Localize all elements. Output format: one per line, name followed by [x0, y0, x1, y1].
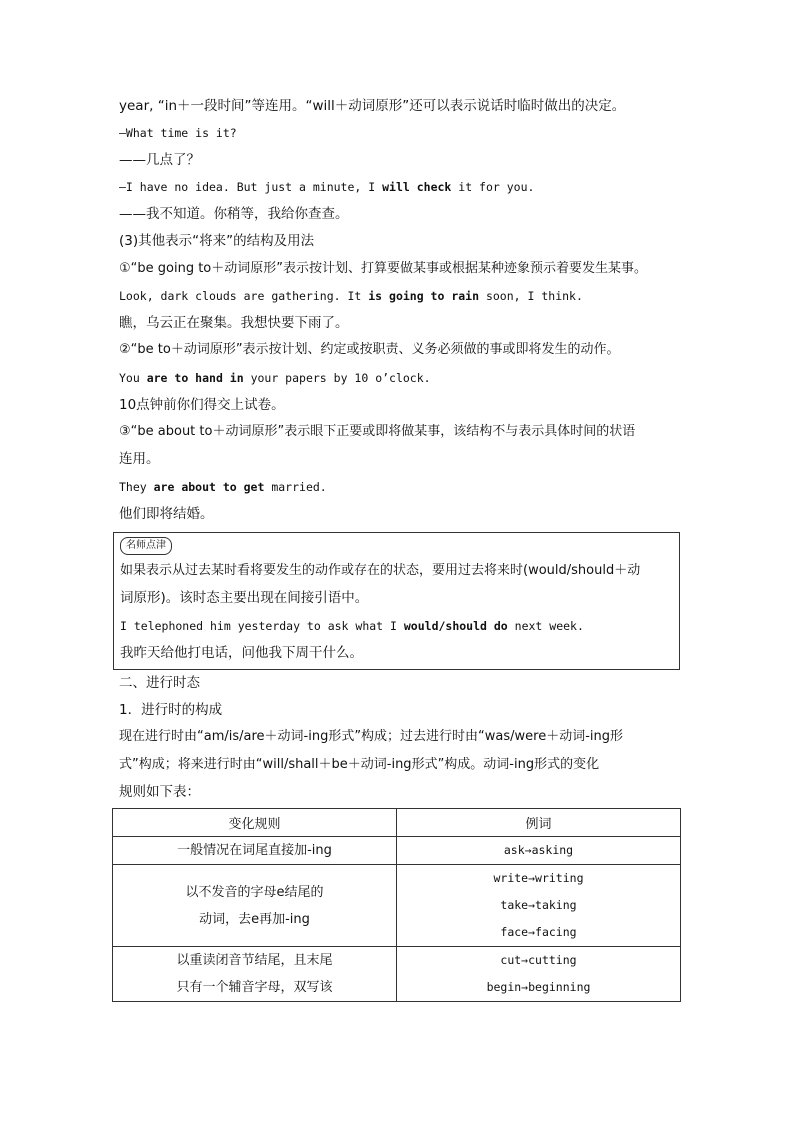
rule-text: 只有一个辅音字母，双写该: [176, 980, 333, 995]
table-row: [113, 947, 681, 1002]
rule-text: 一般情况在词尾直接加-ing: [177, 843, 332, 858]
rule-cell: [113, 865, 397, 947]
paragraph-will-usage: year, “in＋一段时间”等连用。“will＋动词原形”还可以表示说话时临时做出的决定。: [119, 98, 626, 114]
example-be-to: You are to hand in your papers by 10 o’clock.: [119, 371, 431, 385]
example-cell: [397, 947, 681, 1002]
table-header-rule: 变化规则: [113, 809, 397, 837]
example-question-translation: ——几点了？: [119, 152, 200, 168]
table-row: [113, 865, 681, 947]
rule-text: 动词，去e再加-ing: [199, 911, 310, 927]
tip-example: I telephoned him yesterday to ask what I would/should do next week.: [120, 619, 584, 633]
rule-be-to: ②“be to＋动词原形”表示按计划、约定或按职责、义务必须做的事或即将发生的动作。: [119, 342, 620, 357]
example-about-to-translation: 他们即将结婚。: [119, 506, 214, 522]
tip-line-2: 词原形)。该时态主要出现在间接引语中。: [120, 590, 369, 606]
example-word: begin→beginning: [486, 980, 591, 994]
rule-be-going-to: ①“be going to＋动词原形”表示按计划、打算要做某事或根据某种迹象预示着要发生某事。: [119, 261, 647, 276]
ing-rules-table: [112, 808, 681, 1002]
example-answer-translation: ——我不知道。你稍等，我给你查查。: [119, 206, 349, 222]
rule-be-about-to: ③“be about to＋动词原形”表示眼下正要或即将做某事，该结构不与表示具体时间的状语: [119, 424, 636, 439]
section-desc-1: 现在进行时由“am/is/are＋动词-ing形式”构成；过去进行时由“was/were＋动词-ing形: [119, 729, 624, 744]
table-header-example: 例词: [397, 809, 681, 837]
rule-be-about-to-cont: 连用。: [119, 451, 160, 467]
rule-text: 以重读闭音节结尾，且末尾: [176, 953, 333, 968]
example-going-to: Look, dark clouds are gathering. It is going to rain soon, I think.: [119, 289, 583, 303]
rule-text: 以不发音的字母e结尾的: [185, 884, 324, 900]
rule-cell: [113, 837, 397, 865]
tip-line-1: 如果表示从过去某时看将要发生的动作或存在的状态，要用过去将来时(would/should＋动: [120, 563, 641, 578]
example-word: cut→cutting: [500, 953, 577, 967]
subsection-heading: 1．进行时的构成: [119, 702, 223, 718]
table-header-row: [113, 809, 681, 837]
example-cell: [397, 865, 681, 947]
section-desc-2: 式”构成；将来进行时由“will/shall＋be＋动词-ing形式”构成。动词-ing形式的变化: [119, 757, 600, 772]
example-word: write→writing: [493, 871, 584, 885]
section-desc-3: 规则如下表：: [119, 784, 200, 800]
example-cell: [397, 837, 681, 865]
tip-example-translation: 我昨天给他打电话，问他我下周干什么。: [120, 645, 363, 661]
subheading-other-future: (3)其他表示“将来”的结构及用法: [119, 233, 315, 249]
example-question: —What time is it?: [119, 126, 237, 140]
example-word: ask→asking: [503, 843, 574, 857]
example-word: face→facing: [500, 925, 577, 939]
teacher-tip-badge: 名师点津: [120, 537, 172, 555]
table-row: [113, 837, 681, 865]
example-be-to-translation: 10点钟前你们得交上试卷。: [119, 397, 285, 413]
example-going-to-translation: 瞧，乌云正在聚集。我想快要下雨了。: [119, 315, 349, 331]
teacher-tip-box: [113, 532, 680, 670]
example-about-to: They are about to get married.: [119, 480, 327, 494]
example-answer: —I have no idea. But just a minute, I will check it for you.: [119, 180, 535, 194]
rule-cell: [113, 947, 397, 1002]
example-word: take→taking: [500, 898, 577, 912]
section-heading: 二、进行时态: [119, 675, 200, 691]
